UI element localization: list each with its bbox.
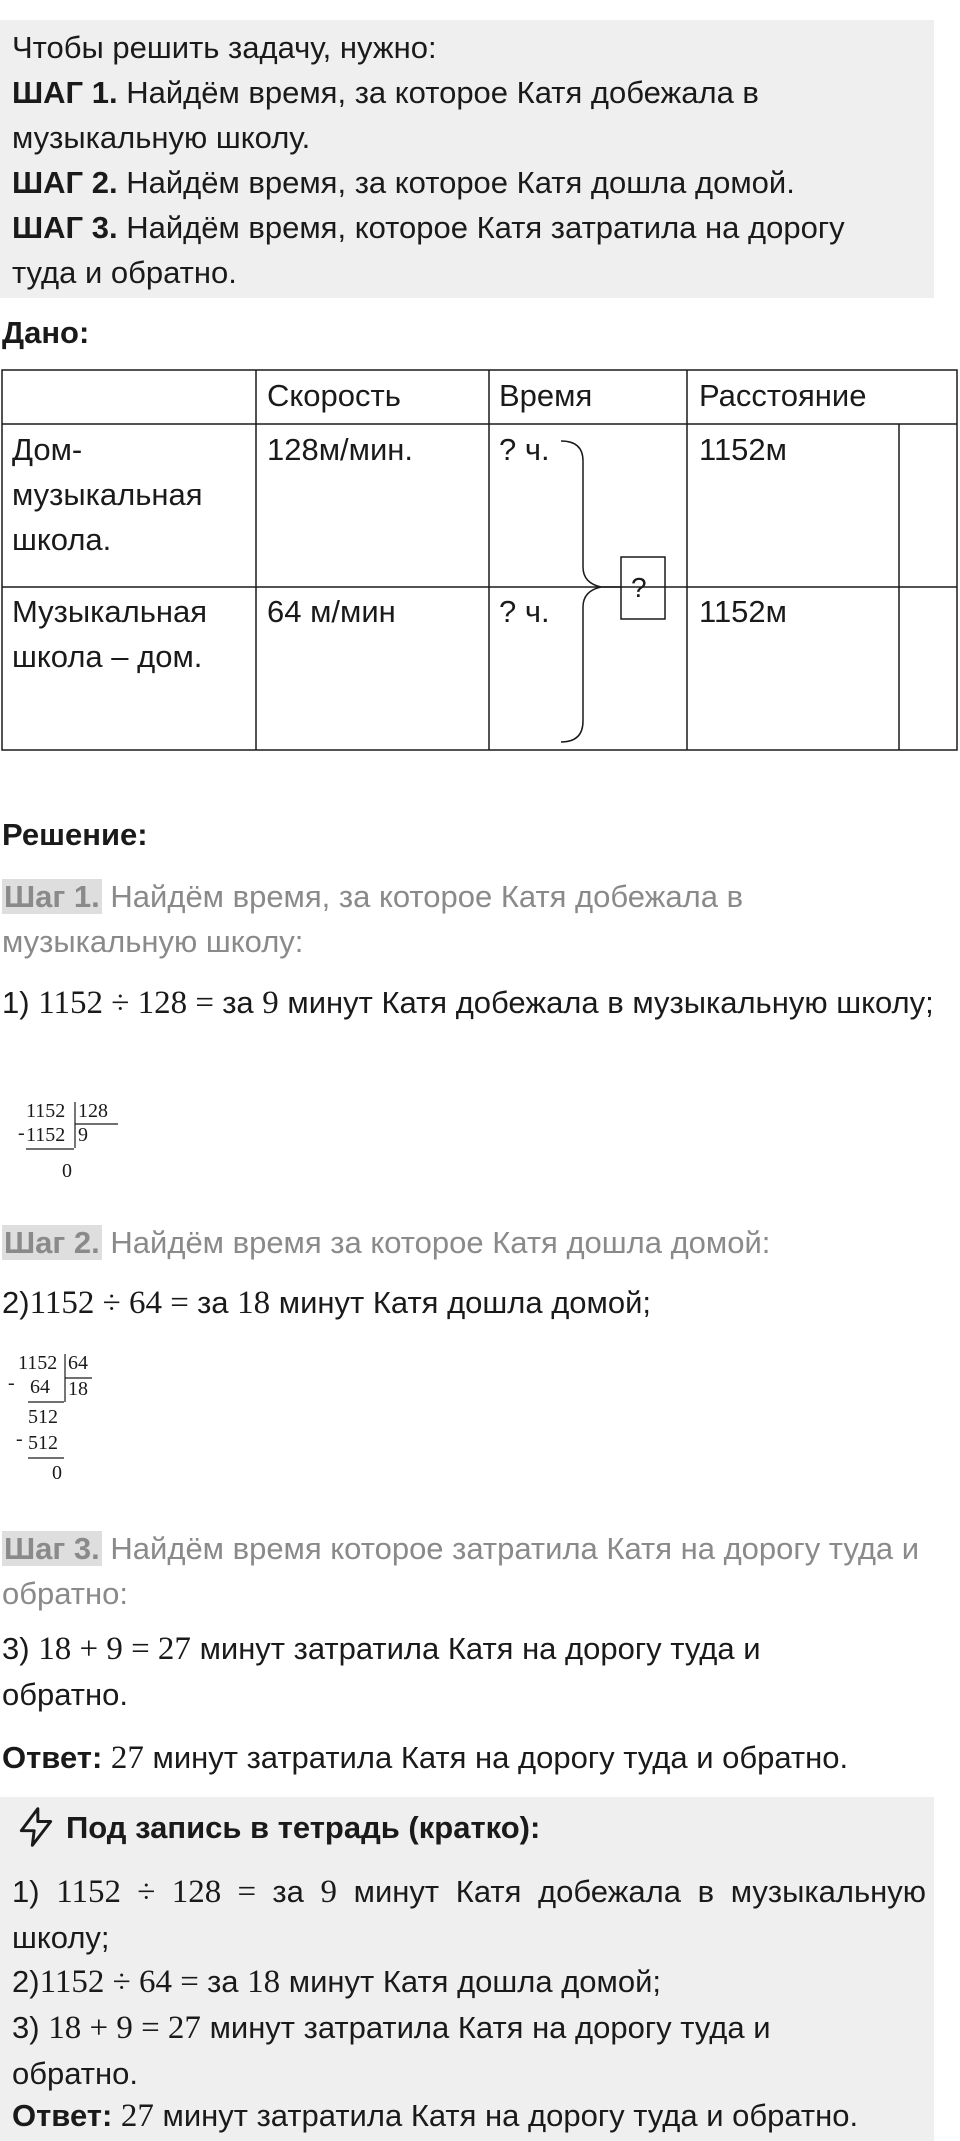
- summary-title-text: Под запись в тетрадь (кратко):: [66, 1810, 541, 1845]
- step1-text-cont: музыкальную школу:: [2, 924, 304, 959]
- div1-divisor: 128: [78, 1100, 108, 1122]
- div1-dividend: 1152: [26, 1100, 66, 1122]
- header-time: Время: [499, 378, 593, 413]
- minus-icon: -: [8, 1372, 15, 1394]
- minus-icon: -: [18, 1122, 25, 1144]
- given-title: [2, 310, 89, 355]
- summary-l3-expr: 18 + 9 = 27: [48, 2010, 201, 2046]
- long-division-1: [18, 1100, 128, 1190]
- div2-sub2: 512: [28, 1432, 58, 1454]
- summary-l1-text: минут Катя добежала в музыкальную: [353, 1874, 926, 1909]
- summary-l3-num: 3): [12, 2010, 40, 2045]
- header-distance: Расстояние: [699, 378, 867, 413]
- step1-calc: [2, 980, 946, 1026]
- intro-step3-text: Найдём время, которое Катя затратила на дорогу: [126, 210, 845, 245]
- summary-l1-expr: 1152 ÷ 128 =: [56, 1874, 273, 1910]
- summary-l2-val: 18: [247, 1964, 281, 2000]
- intro-step3-cont: туда и обратно.: [12, 255, 237, 290]
- answer: [2, 1735, 848, 1781]
- intro-step1-tag: ШАГ 1.: [12, 75, 118, 110]
- step1-heading: [2, 874, 932, 964]
- step1-calc-text-cont: школу;: [836, 985, 934, 1020]
- row2-label: [12, 589, 207, 679]
- div1-rest: 0: [62, 1160, 72, 1182]
- answer-value: 27: [110, 1740, 144, 1776]
- given-title-text: Дано:: [2, 315, 90, 350]
- row1-label-line: музыкальная: [12, 477, 203, 512]
- summary-l2-expr: 1152 ÷ 64 =: [39, 1964, 208, 2000]
- answer-text: минут затратила Катя на дорогу туда и обратно.: [152, 1740, 849, 1775]
- step1-tag: Шаг 1.: [4, 879, 100, 914]
- summary-l3-text: минут затратила Катя на дорогу туда и: [209, 2010, 771, 2045]
- step1-text: Найдём время, за которое Катя добежала в: [110, 879, 744, 914]
- step1-calc-val: 9: [262, 985, 279, 1021]
- div2-sub1: 64: [30, 1376, 50, 1398]
- solution-title-text: Решение:: [2, 817, 148, 852]
- step3-calc-text-cont: обратно.: [2, 1677, 128, 1712]
- step3-calc: [2, 1626, 761, 1717]
- intro-box: [0, 20, 934, 298]
- div1-sub: 1152: [26, 1124, 66, 1146]
- step1-calc-mid: за: [222, 985, 254, 1020]
- step3-calc-expr: 18 + 9 = 27: [38, 1631, 191, 1667]
- step3-heading: [2, 1526, 946, 1616]
- step2-calc: [2, 1280, 651, 1326]
- div2-dividend: 1152: [18, 1352, 58, 1374]
- intro-step2-text: Найдём время, за которое Катя дошла домой.: [126, 165, 795, 200]
- row2-label-line: школа – дом.: [12, 639, 203, 674]
- step1-calc-expr: 1152 ÷ 128 =: [38, 985, 223, 1021]
- brace-question: ?: [631, 572, 647, 603]
- div2-divisor: 64: [68, 1352, 88, 1374]
- div2-mid: 512: [28, 1406, 58, 1428]
- row2-time: ? ч.: [499, 594, 550, 629]
- div2-lines: [8, 1352, 108, 1492]
- step2-calc-expr: 1152 ÷ 64 =: [29, 1285, 198, 1321]
- summary-answer-label: Ответ:: [12, 2098, 113, 2133]
- row2-distance: 1152м: [699, 594, 787, 629]
- step2-calc-val: 18: [237, 1285, 271, 1321]
- solution-title: [2, 812, 148, 857]
- summary-title: [66, 1805, 540, 1850]
- summary-l2-mid: за: [207, 1964, 239, 1999]
- minus-icon: -: [16, 1428, 23, 1450]
- step2-tag: Шаг 2.: [4, 1225, 100, 1260]
- step2-calc-text: минут Катя дошла домой;: [278, 1285, 652, 1320]
- summary-l3-text-cont: обратно.: [12, 2056, 138, 2091]
- step3-text-cont: обратно:: [2, 1576, 128, 1611]
- step3-calc-num: 3): [2, 1631, 30, 1666]
- step3-tag: Шаг 3.: [4, 1531, 100, 1566]
- intro-step1: [12, 70, 922, 115]
- lightning-icon: [14, 1805, 58, 1849]
- intro-step1-text: Найдём время, за которое Катя добежала в: [126, 75, 759, 110]
- given-table: [1, 369, 958, 751]
- row1-label: [12, 427, 203, 562]
- summary-answer: [12, 2093, 858, 2139]
- summary-l2-text: минут Катя дошла домой;: [288, 1964, 662, 1999]
- step1-calc-num: 1): [2, 985, 30, 1020]
- intro-step2: [12, 160, 922, 205]
- summary-l1-num: 1): [12, 1874, 40, 1909]
- intro-step1-cont: музыкальную школу.: [12, 120, 311, 155]
- step3-text: Найдём время которое затратила Катя на дорогу туда и: [110, 1531, 920, 1566]
- summary-l2-num: 2): [12, 1964, 40, 1999]
- summary-line-1: [12, 1869, 926, 1960]
- summary-l1-mid: за: [272, 1874, 304, 1909]
- row1-time: ? ч.: [499, 432, 550, 467]
- step2-calc-num: 2): [2, 1285, 30, 1320]
- summary-answer-text: минут затратила Катя на дорогу туда и обратно.: [162, 2098, 859, 2133]
- step2-calc-mid: за: [197, 1285, 229, 1320]
- summary-l1-val: 9: [320, 1874, 338, 1910]
- long-division-2: [8, 1352, 108, 1492]
- row2-label-line: Музыкальная: [12, 594, 208, 629]
- row1-label-line: школа.: [12, 522, 112, 557]
- header-speed: Скорость: [267, 378, 401, 413]
- div2-quotient: 18: [68, 1378, 88, 1400]
- div1-lines: [18, 1100, 128, 1190]
- intro-line: Чтобы решить задачу, нужно:: [12, 30, 437, 65]
- step3-calc-text: минут затратила Катя на дорогу туда и: [199, 1631, 761, 1666]
- intro-step2-tag: ШАГ 2.: [12, 165, 118, 200]
- row1-label-line: Дом-: [12, 432, 83, 467]
- row1-speed: 128м/мин.: [267, 432, 414, 467]
- summary-line-2: [12, 1959, 661, 2005]
- summary-l1-text-cont: школу;: [12, 1920, 110, 1955]
- summary-line-3: [12, 2005, 771, 2096]
- intro-step3-tag: ШАГ 3.: [12, 210, 118, 245]
- div2-rest: 0: [52, 1462, 62, 1484]
- answer-label: Ответ:: [2, 1740, 103, 1775]
- step1-calc-text: минут Катя добежала в музыкальную: [287, 985, 828, 1020]
- intro-step3: [12, 205, 922, 250]
- brace-icon: [561, 441, 601, 742]
- step2-text: Найдём время за которое Катя дошла домой:: [110, 1225, 771, 1260]
- step2-heading: [2, 1220, 770, 1265]
- row1-distance: 1152м: [699, 432, 787, 467]
- div1-quotient: 9: [78, 1124, 88, 1146]
- summary-box: [0, 1797, 934, 2141]
- row2-speed: 64 м/мин: [267, 594, 396, 629]
- summary-answer-value: 27: [120, 2098, 154, 2134]
